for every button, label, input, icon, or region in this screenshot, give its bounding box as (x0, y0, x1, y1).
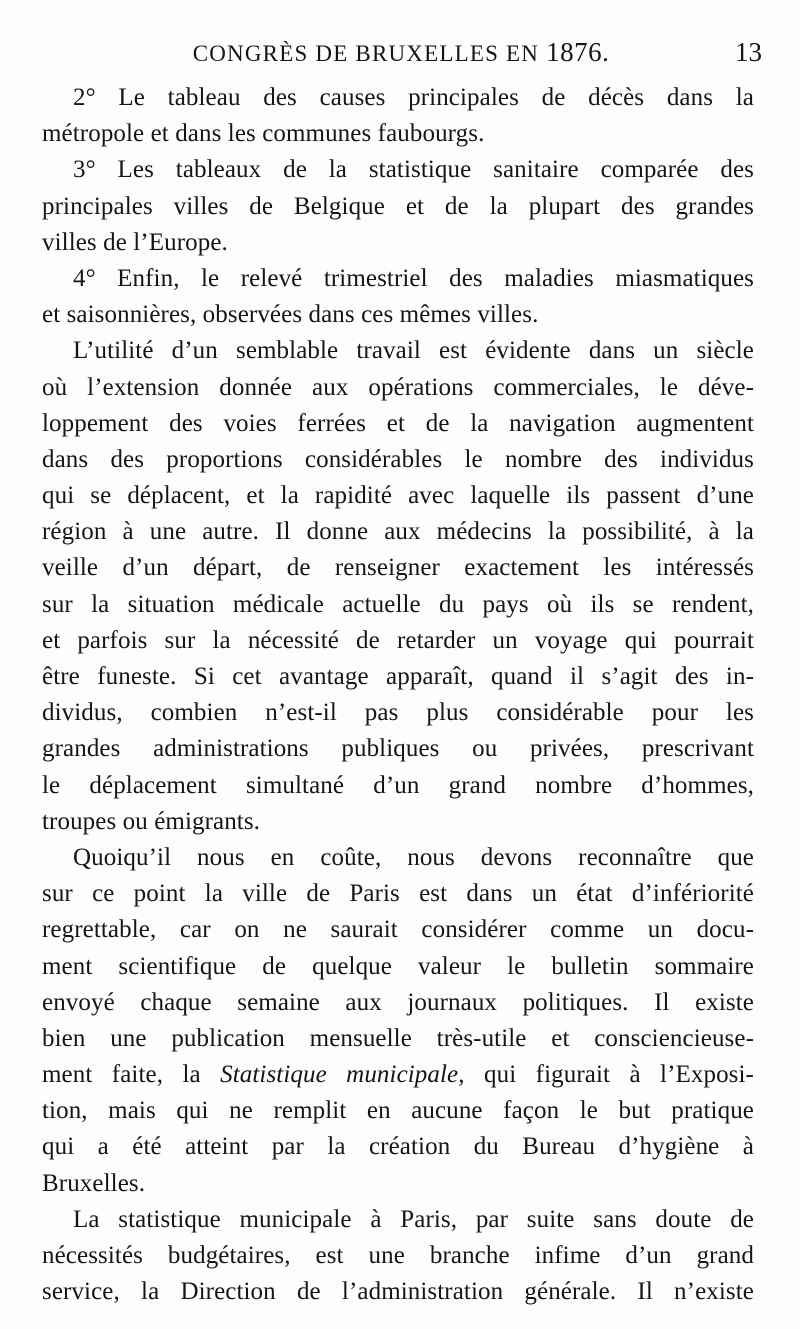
text-line: Bruxelles. (42, 1169, 146, 1197)
text-line: service, la Direction de l’administration générale. Il n’existe (42, 1278, 754, 1306)
text-line: L’utilité d’un semblable travail est évidente dans un siècle (73, 337, 754, 365)
text-line: loppement des voies ferrées et de la navigation augmentent (42, 409, 754, 437)
text-line: principales villes de Belgique et de la plupart des grandes (42, 192, 754, 220)
text-line: veille d’un départ, de renseigner exactement les intéressés (42, 554, 754, 582)
text-line: envoyé chaque semaine aux journaux politiques. Il existe (42, 988, 754, 1016)
text-line: 2° Le tableau des causes principales de décès dans la (73, 84, 754, 111)
text-line: bien une publication mensuelle très-utile et consciencieuse- (42, 1024, 754, 1052)
text-fragment: ment faite, la (42, 1061, 201, 1089)
text-line: ment scientifique de quelque valeur le bulletin sommaire (42, 952, 754, 980)
text-line: sur ce point la ville de Paris est dans un état d’infériorité (42, 880, 754, 908)
text-line: métropole et dans les communes faubourgs. (42, 120, 485, 148)
text-line: tion, mais qui ne remplit en aucune façon le but pratique (42, 1097, 754, 1125)
running-title-text: CONGRÈS DE BRUXELLES EN (192, 41, 540, 66)
text-line: 3° Les tableaux de la statistique sanitaire comparée des (73, 156, 754, 184)
text-line: sur la situation médicale actuelle du pays où ils se rendent, (42, 590, 754, 618)
text-line: et saisonnières, observées dans ces mêmes villes. (42, 301, 539, 329)
text-line: région à une autre. Il donne aux médecins la possibilité, à la (42, 518, 754, 546)
text-fragment: qui figurait à l’Exposi- (484, 1061, 754, 1089)
text-line-with-italic (42, 1057, 754, 1093)
text-line: où l’extension donnée aux opérations commerciales, le déve- (42, 373, 754, 401)
text-line: regrettable, car on ne saurait considérer comme un docu- (42, 916, 754, 944)
text-line: La statistique municipale à Paris, par suite sans doute de (73, 1205, 754, 1233)
running-title-year: 1876. (546, 37, 610, 67)
text-line: dans des proportions considérables le nombre des individus (42, 445, 754, 473)
text-line: le déplacement simultané d’un grand nombre d’hommes, (42, 771, 754, 799)
text-line: 4° Enfin, le relevé trimestriel des maladies miasmatiques (73, 264, 754, 292)
text-line: être funeste. Si cet avantage apparaît, quand il s’agit des in- (42, 663, 754, 690)
page-number: 13 (735, 37, 762, 67)
italic-title: Statistique municipale, (220, 1061, 465, 1089)
text-line: qui a été atteint par la création du Bureau d’hygiène à (42, 1133, 754, 1161)
text-line: Quoiqu’il nous en coûte, nous devons reconnaître que (73, 843, 754, 871)
text-line: troupes ou émigrants. (42, 807, 261, 835)
running-title (40, 36, 762, 70)
text-line: et parfois sur la nécessité de retarder un voyage qui pourrait (42, 626, 754, 654)
text-line: dividus, combien n’est-il pas plus considérable pour les (42, 699, 754, 727)
running-header (40, 36, 762, 76)
text-line: nécessités budgétaires, est une branche infime d’un grand (42, 1242, 754, 1269)
text-line: villes de l’Europe. (42, 228, 228, 256)
text-line: qui se déplacent, et la rapidité avec laquelle ils passent d’une (42, 482, 754, 510)
body-text (42, 80, 754, 1310)
text-line: grandes administrations publiques ou privées, prescrivant (42, 735, 754, 763)
